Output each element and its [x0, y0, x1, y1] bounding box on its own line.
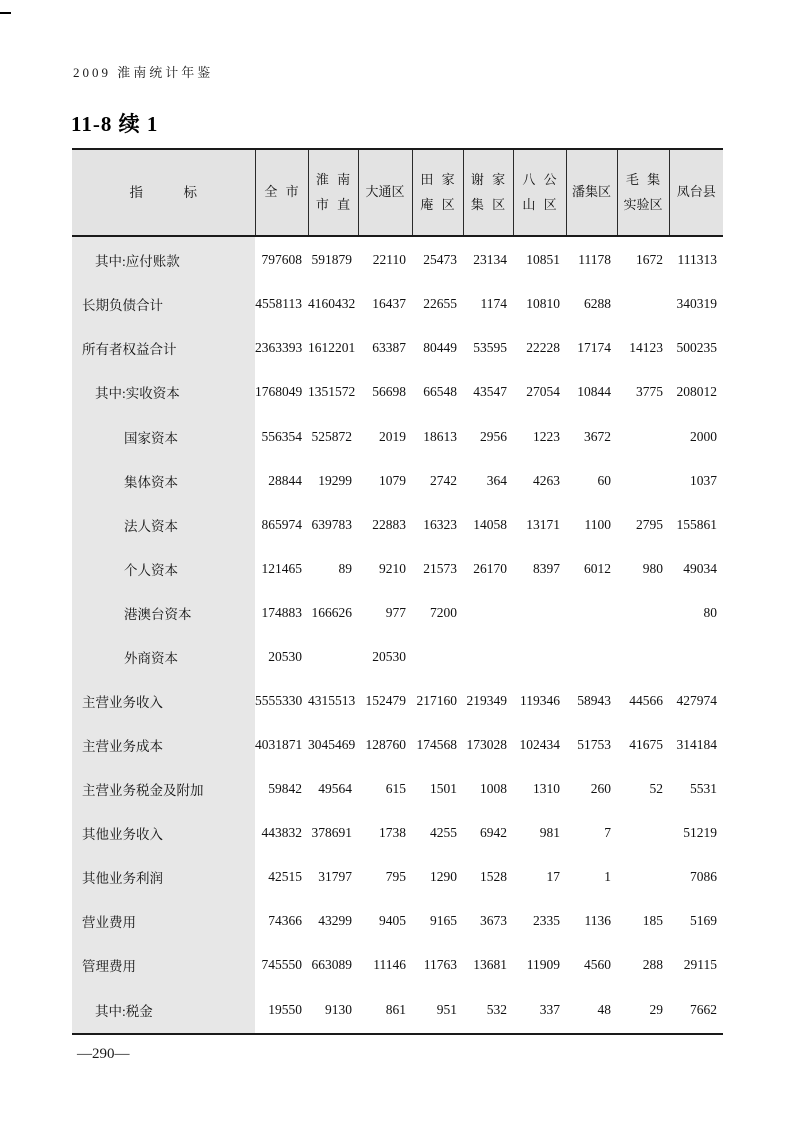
- cell-value: 556354: [261, 428, 302, 444]
- row-label: 主营业务税金及附加: [72, 767, 255, 811]
- cell-value: 174883: [261, 604, 302, 620]
- cell-value: 11178: [578, 251, 611, 267]
- cell-value: 2363393: [255, 340, 303, 356]
- cell-value: 4558113: [255, 296, 302, 312]
- cell-value: 43547: [473, 384, 507, 400]
- cell-value: 19299: [318, 472, 352, 488]
- cell-value: 1528: [480, 869, 507, 885]
- cell-value: 17: [546, 869, 560, 885]
- cell-value: 121465: [261, 560, 302, 576]
- row-label: 主营业务收入: [72, 679, 255, 723]
- cell-value: 364: [486, 472, 507, 488]
- cell-value: 1100: [584, 516, 611, 532]
- cell-value: [669, 635, 723, 679]
- cell-value: 9210: [379, 560, 406, 576]
- row-label: 国家资本: [72, 415, 255, 459]
- cell-value: 951: [436, 1002, 457, 1018]
- cell-value: 4315513: [308, 693, 356, 709]
- row-label: 港澳台资本: [72, 591, 255, 635]
- table-header-row: [72, 149, 723, 236]
- cell-value: 977: [385, 604, 406, 620]
- table-row: [72, 326, 723, 370]
- yearbook-title: 2009 淮南统计年鉴: [73, 65, 214, 80]
- cell-value: 59842: [268, 781, 302, 797]
- cell-value: 152479: [365, 693, 406, 709]
- cell-value: 22883: [372, 516, 406, 532]
- cell-value: 10810: [526, 296, 560, 312]
- cell-value: 4560: [584, 957, 611, 973]
- row-label: 营业费用: [72, 899, 255, 943]
- cell-value: [617, 459, 669, 503]
- cell-value: 173028: [466, 737, 507, 753]
- cell-value: 42515: [268, 869, 302, 885]
- cell-value: 427974: [676, 693, 717, 709]
- cell-value: 1223: [533, 428, 560, 444]
- cell-value: 1136: [584, 913, 611, 929]
- cell-value: 6012: [584, 560, 611, 576]
- cell-value: 3672: [584, 428, 611, 444]
- table-row: [72, 415, 723, 459]
- table-row: [72, 459, 723, 503]
- column-header: 谢 家 集 区: [463, 149, 513, 236]
- table-row: [72, 723, 723, 767]
- row-label: 所有者权益合计: [72, 326, 255, 370]
- cell-value: 1672: [636, 251, 663, 267]
- cell-value: 219349: [466, 693, 507, 709]
- cell-value: 795: [385, 869, 406, 885]
- cell-value: 1768049: [255, 384, 303, 400]
- cell-value: 1037: [690, 472, 717, 488]
- cell-value: 26170: [473, 560, 507, 576]
- cell-value: 11146: [373, 957, 406, 973]
- row-label: 其中:应付账款: [72, 236, 255, 282]
- cell-value: 27054: [526, 384, 560, 400]
- cell-value: 337: [539, 1002, 560, 1018]
- cell-value: 22110: [372, 251, 406, 267]
- table-row: [72, 855, 723, 899]
- scan-artifact-line: [0, 12, 11, 14]
- cell-value: 1174: [480, 296, 507, 312]
- cell-value: 591879: [311, 251, 352, 267]
- column-header: 潘集区: [566, 149, 617, 236]
- cell-value: [308, 635, 358, 679]
- cell-value: 13681: [473, 957, 507, 973]
- table-row: [72, 503, 723, 547]
- cell-value: 3775: [636, 384, 663, 400]
- cell-value: 1738: [379, 825, 406, 841]
- cell-value: [513, 591, 566, 635]
- cell-value: 378691: [311, 825, 352, 841]
- cell-value: [617, 282, 669, 326]
- cell-value: 28844: [268, 472, 302, 488]
- table-number-title: 11-8 续 1: [71, 112, 159, 136]
- cell-value: 16323: [423, 516, 457, 532]
- statistics-table: [72, 148, 723, 1035]
- table-row: [72, 547, 723, 591]
- cell-value: 2000: [690, 428, 717, 444]
- table-row: [72, 899, 723, 943]
- cell-value: 52: [649, 781, 663, 797]
- cell-value: 29115: [683, 957, 717, 973]
- row-label: 个人资本: [72, 547, 255, 591]
- cell-value: 1079: [379, 472, 406, 488]
- table-row: [72, 282, 723, 326]
- cell-value: [617, 591, 669, 635]
- column-header: 凤台县: [669, 149, 723, 236]
- cell-value: [513, 635, 566, 679]
- cell-value: 639783: [311, 516, 352, 532]
- cell-value: 60: [597, 472, 611, 488]
- cell-value: [617, 811, 669, 855]
- cell-value: 80449: [423, 340, 457, 356]
- cell-value: 8397: [533, 560, 560, 576]
- column-header: 田 家 庵 区: [412, 149, 463, 236]
- cell-value: 980: [642, 560, 663, 576]
- cell-value: 5531: [690, 781, 717, 797]
- cell-value: 2335: [533, 913, 560, 929]
- cell-value: 29: [649, 1002, 663, 1018]
- cell-value: 2956: [480, 428, 507, 444]
- page-number: —290—: [77, 1046, 130, 1062]
- cell-value: 3673: [480, 913, 507, 929]
- row-label: 其中:实收资本: [72, 370, 255, 414]
- cell-value: 41675: [629, 737, 663, 753]
- cell-value: 260: [590, 781, 611, 797]
- cell-value: 20530: [268, 648, 302, 664]
- cell-value: 63387: [372, 340, 406, 356]
- cell-value: 80: [703, 604, 717, 620]
- cell-value: 14123: [629, 340, 663, 356]
- cell-value: [617, 855, 669, 899]
- cell-value: [617, 415, 669, 459]
- cell-value: 49564: [318, 781, 352, 797]
- cell-value: 11909: [526, 957, 560, 973]
- cell-value: 1008: [480, 781, 507, 797]
- row-label: 其他业务收入: [72, 811, 255, 855]
- column-header: 全 市: [255, 149, 308, 236]
- cell-value: 4263: [533, 472, 560, 488]
- cell-value: 663089: [311, 957, 352, 973]
- cell-value: 25473: [423, 251, 457, 267]
- cell-value: 340319: [676, 296, 717, 312]
- cell-value: 4160432: [308, 296, 356, 312]
- cell-value: 51753: [577, 737, 611, 753]
- table-row: [72, 236, 723, 282]
- cell-value: 31797: [318, 869, 352, 885]
- cell-value: 155861: [676, 516, 717, 532]
- row-label: 外商资本: [72, 635, 255, 679]
- cell-value: 51219: [683, 825, 717, 841]
- cell-value: 23134: [473, 251, 507, 267]
- row-label: 管理费用: [72, 943, 255, 987]
- cell-value: 981: [539, 825, 560, 841]
- cell-value: 14058: [473, 516, 507, 532]
- cell-value: 21573: [423, 560, 457, 576]
- cell-value: 861: [385, 1002, 406, 1018]
- cell-value: 66548: [423, 384, 457, 400]
- cell-value: 1290: [430, 869, 457, 885]
- cell-value: 111313: [677, 251, 717, 267]
- cell-value: 16437: [372, 296, 406, 312]
- cell-value: 44566: [629, 693, 663, 709]
- row-label: 集体资本: [72, 459, 255, 503]
- cell-value: 745550: [261, 957, 302, 973]
- cell-value: 185: [642, 913, 663, 929]
- cell-value: 1612201: [308, 340, 356, 356]
- cell-value: 17174: [577, 340, 611, 356]
- cell-value: 7086: [690, 869, 717, 885]
- cell-value: 5555330: [255, 693, 303, 709]
- table-row: [72, 679, 723, 723]
- cell-value: 102434: [519, 737, 560, 753]
- cell-value: 865974: [261, 516, 302, 532]
- cell-value: 6288: [584, 296, 611, 312]
- cell-value: 9405: [379, 913, 406, 929]
- table-row: [72, 811, 723, 855]
- column-header: 淮 南 市 直: [308, 149, 358, 236]
- row-label: 其他业务利润: [72, 855, 255, 899]
- cell-value: [463, 635, 513, 679]
- cell-value: 74366: [268, 913, 302, 929]
- cell-value: 58943: [577, 693, 611, 709]
- cell-value: [566, 591, 617, 635]
- cell-value: 615: [385, 781, 406, 797]
- table-row: [72, 635, 723, 679]
- column-header: 八 公 山 区: [513, 149, 566, 236]
- cell-value: 128760: [365, 737, 406, 753]
- cell-value: [566, 635, 617, 679]
- cell-value: 22655: [423, 296, 457, 312]
- cell-value: 11763: [423, 957, 457, 973]
- cell-value: 174568: [416, 737, 457, 753]
- cell-value: 20530: [372, 648, 406, 664]
- cell-value: [463, 591, 513, 635]
- cell-value: 56698: [372, 384, 406, 400]
- cell-value: 1351572: [308, 384, 356, 400]
- row-label: 主营业务成本: [72, 723, 255, 767]
- cell-value: 22228: [526, 340, 560, 356]
- cell-value: 797608: [261, 251, 302, 267]
- cell-value: 9165: [430, 913, 457, 929]
- table-row: [72, 988, 723, 1034]
- cell-value: 5169: [690, 913, 717, 929]
- column-header: 大通区: [358, 149, 412, 236]
- cell-value: 7: [604, 825, 611, 841]
- cell-value: 443832: [261, 825, 302, 841]
- cell-value: 314184: [676, 737, 717, 753]
- indicator-column-header: 指 标: [72, 149, 255, 236]
- cell-value: 4255: [430, 825, 457, 841]
- cell-value: 7662: [690, 1002, 717, 1018]
- cell-value: 217160: [416, 693, 457, 709]
- cell-value: 19550: [268, 1002, 302, 1018]
- cell-value: 48: [597, 1002, 611, 1018]
- cell-value: 2742: [430, 472, 457, 488]
- cell-value: 53595: [473, 340, 507, 356]
- table-row: [72, 767, 723, 811]
- cell-value: 10844: [577, 384, 611, 400]
- cell-value: 1: [604, 869, 611, 885]
- cell-value: 1501: [430, 781, 457, 797]
- cell-value: 525872: [311, 428, 352, 444]
- cell-value: 166626: [311, 604, 352, 620]
- cell-value: 43299: [318, 913, 352, 929]
- cell-value: 13171: [526, 516, 560, 532]
- cell-value: 532: [486, 1002, 507, 1018]
- cell-value: 10851: [526, 251, 560, 267]
- table-row: [72, 591, 723, 635]
- cell-value: [412, 635, 463, 679]
- cell-value: 500235: [676, 340, 717, 356]
- column-header: 毛 集 实验区: [617, 149, 669, 236]
- cell-value: 2019: [379, 428, 406, 444]
- cell-value: [617, 635, 669, 679]
- row-label: 法人资本: [72, 503, 255, 547]
- cell-value: 208012: [676, 384, 717, 400]
- row-label: 长期负债合计: [72, 282, 255, 326]
- cell-value: 4031871: [255, 737, 303, 753]
- cell-value: 9130: [325, 1002, 352, 1018]
- cell-value: 288: [642, 957, 663, 973]
- cell-value: 18613: [423, 428, 457, 444]
- table-row: [72, 370, 723, 414]
- table-row: [72, 943, 723, 987]
- cell-value: 2795: [636, 516, 663, 532]
- cell-value: 89: [338, 560, 352, 576]
- cell-value: 3045469: [308, 737, 356, 753]
- cell-value: 49034: [683, 560, 717, 576]
- cell-value: 7200: [430, 604, 457, 620]
- cell-value: 1310: [533, 781, 560, 797]
- cell-value: 6942: [480, 825, 507, 841]
- row-label: 其中:税金: [72, 988, 255, 1034]
- cell-value: 119346: [520, 693, 560, 709]
